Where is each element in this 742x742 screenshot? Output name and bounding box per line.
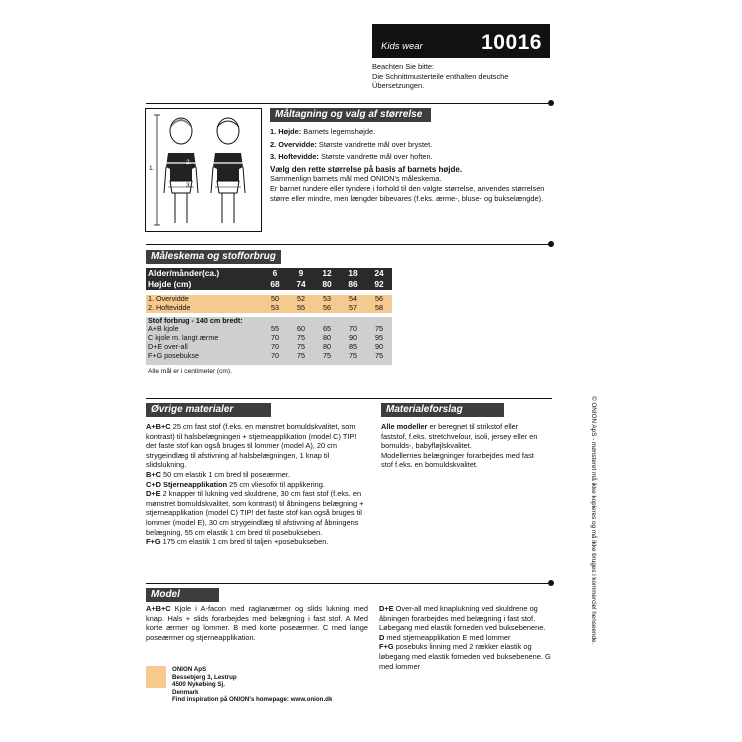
measure-item: 2. Overvidde: Største vandrette mål over brystet. bbox=[270, 139, 433, 149]
model-text-left: A+B+C Kjole i A-facon med raglanærmer og slids lukning med knap. Hals + slids forarbejdes med belægning i fast stof. A Med korte ærmer og lommer. B med korte poseærmer. C med lange poseærmer og stjerneapplikation. bbox=[146, 604, 368, 642]
table-note: Alle mål er i centimeter (cm). bbox=[148, 367, 232, 375]
table-row: 1. Overvidde 50 52 53 54 56 bbox=[146, 295, 392, 304]
brand-bar bbox=[372, 24, 550, 58]
material-item: C+D Stjerneapplikation 25 cm vliesofix til applikering. bbox=[146, 479, 325, 489]
section-title-measuring: Måltagning og valg af størrelse bbox=[270, 108, 431, 122]
material-item: F+G 175 cm elastik 1 cm bred til taljen +posebukseben. bbox=[146, 537, 329, 547]
measure-item: 1. Højde: Barnets legemshøjde. bbox=[270, 127, 376, 136]
material-item: B+C 50 cm elastik 1 cm bred til poseærmer. bbox=[146, 469, 290, 479]
table-header-row: Alder/månder(ca.) 6 9 12 18 24 bbox=[146, 268, 392, 279]
figure-label-chest: 2. bbox=[186, 159, 192, 166]
divider-dot bbox=[548, 241, 554, 247]
line-label: Kids wear bbox=[381, 41, 423, 52]
materials-text bbox=[146, 422, 364, 547]
divider bbox=[146, 583, 552, 584]
divider bbox=[146, 103, 552, 104]
figure-label-hip: 3. bbox=[186, 182, 192, 189]
table-row: D+E over-all 70 75 80 85 90 bbox=[146, 343, 392, 352]
measurement-figure bbox=[145, 108, 262, 232]
copyright-vertical: © ONION ApS - mønsteret må ikke kopieres og må ikke bruges i kommerciel henseende. bbox=[590, 396, 597, 645]
table-row: C kjole m. langt ærme 70 75 80 90 95 bbox=[146, 334, 392, 343]
pattern-number: 10016 bbox=[481, 31, 542, 54]
material-item: A+B+C 25 cm fast stof (f.eks. en mønstret bomuldskvalitet, som kontrast) til halsbelægningen + stjerneapplikation (model C) TIP! det faste stof kan også bruges til lommer (model A), 20 cm strygeindlæg til afstivning af halsbelægningen, 1 knap til slidslukning. bbox=[146, 422, 357, 470]
material-item: D+E 2 knapper til lukning ved skuldrene, 30 cm fast stof (f.eks. en mønstret bomuldskvalitet, som kontrast) til åbningens belægning + stjerneapplikation (model C) TIP! det faste stof kan også bruges til lommer (model E), 30 cm strygeindlæg til afstivning af åbningens belægning, 55 cm elastik 1 cm bred til posebukseben. bbox=[146, 489, 364, 537]
table-row: Stof forbrug - 140 cm bredt: bbox=[146, 317, 392, 326]
notice-line: Die Schnittmusterteile enthalten deutsche bbox=[372, 71, 509, 81]
table-row: A+B kjole 55 60 65 70 75 bbox=[146, 325, 392, 334]
model-text-right: D+E Over-all med knaplukning ved skuldrene og åbningen forarbejdes med belægning i fast stof. Løbegang med elastik forneden ved buksebenene. D med stjerneapplikation E med lommer F+G posebuks linning med 2 rækker elastik og løbegang med elastik forneden ved buksebenene. G med lommer bbox=[379, 604, 551, 671]
section-title-materials: Øvrige materialer bbox=[146, 403, 271, 417]
measure-emphasis: Vælg den rette størrelse på basis af barnets højde. bbox=[270, 164, 463, 174]
notice-line: Übersetzungen. bbox=[372, 81, 425, 91]
divider bbox=[146, 398, 552, 399]
measure-item: 3. Hoftevidde: Største vandrette mål over hoften. bbox=[270, 152, 433, 162]
notice-line: Beachten Sie bitte: bbox=[372, 62, 435, 71]
brand-color-swatch bbox=[146, 666, 166, 688]
fabric-suggestions-text: Alle modeller er beregnet til strikstof eller faststof, f.eks. stretchvelour, isoli, jersey eller en bomulds-, babyfløjlskvalitet. Modellernes belægninger forarbejdes med fast stof f.eks. en bomuldskvalitet. bbox=[381, 422, 538, 470]
measure-para: Sammenlign barnets mål med ONION's måleskema. bbox=[270, 174, 442, 184]
measuring-text bbox=[270, 127, 560, 203]
notice bbox=[372, 62, 552, 91]
section-title-fabric-suggestions: Materialeforslag bbox=[381, 403, 504, 417]
divider-dot bbox=[548, 100, 554, 106]
divider-dot bbox=[548, 580, 554, 586]
child-figure-illustration bbox=[146, 109, 261, 231]
size-table bbox=[146, 268, 392, 376]
table-row: 2. Hoftevidde 53 55 56 57 58 bbox=[146, 304, 392, 313]
table-header-row: Højde (cm) 68 74 80 86 92 bbox=[146, 279, 392, 290]
section-title-model: Model bbox=[146, 588, 219, 602]
divider bbox=[146, 244, 552, 245]
measure-para: Er barnet rundere eller tyndere i forhold til den valgte størrelse, anvendes størrelsen større eller mindre, men længder bibevares (f.eks. ærme-, bluse- og bukselængde). bbox=[270, 183, 545, 203]
table-row: F+G posebukse 70 75 75 75 75 bbox=[146, 352, 392, 361]
section-title-size-table: Måleskema og stofforbrug bbox=[146, 250, 281, 264]
company-info: ONION ApS Bessebjerg 3, Lestrup 4500 Nykøbing Sj. Denmark Find inspiration på ONION's homepage: www.onion.dk bbox=[172, 666, 333, 704]
figure-label-height: 1. bbox=[149, 165, 155, 172]
